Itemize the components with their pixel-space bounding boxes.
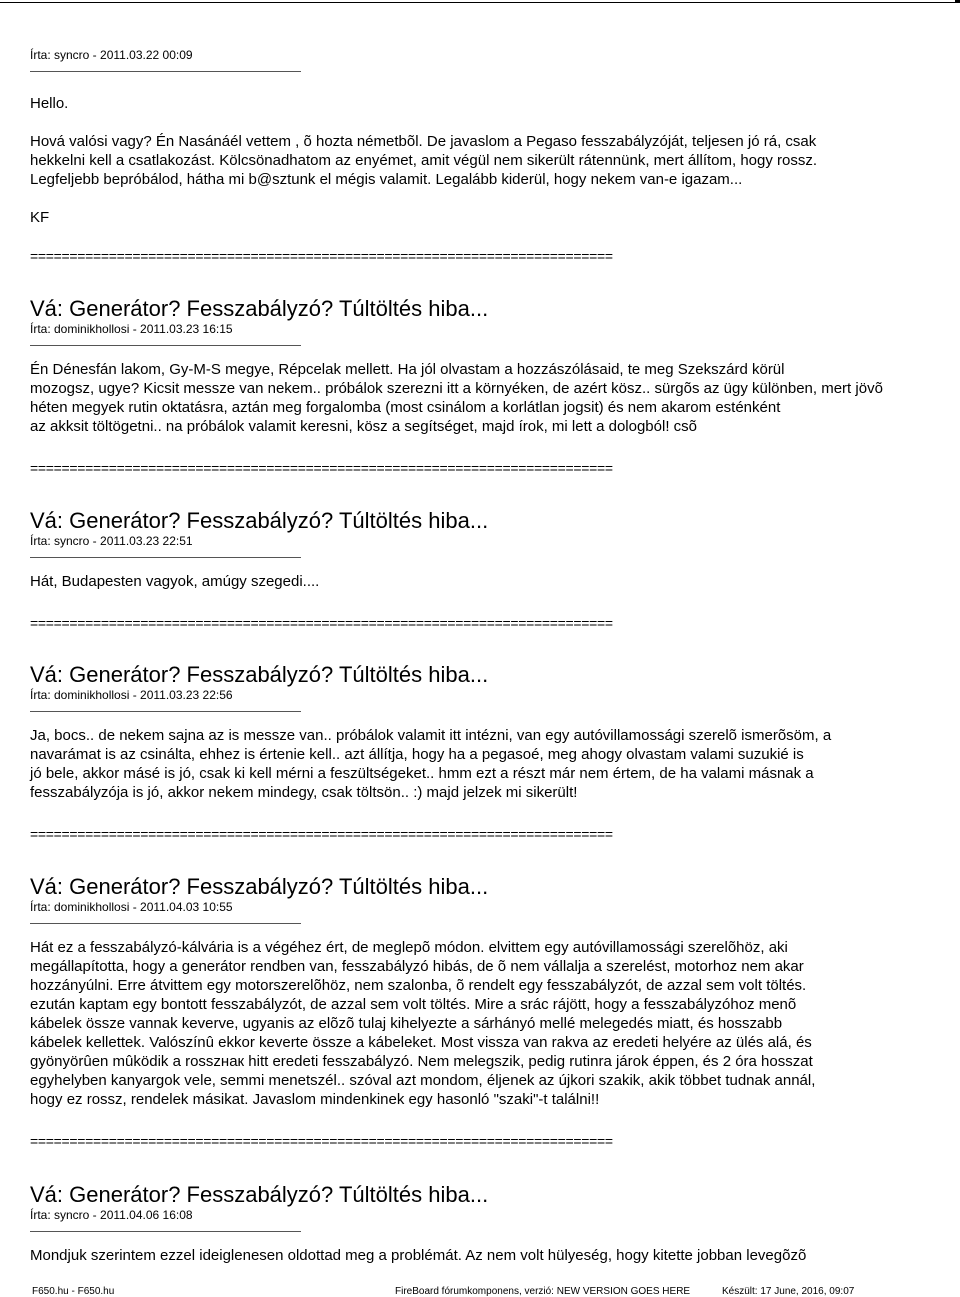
meta-rule xyxy=(30,923,301,924)
post-paragraph: Hová valósi vagy? Én Nasánáél vettem , õ hozta németbõl. De javaslom a Pegaso fesszabályzóját, teljesen jó rá, csak hekkelni kell a csatlakozást. Kölcsönadhatom az enyémet, amit végül nem sikerült rátennünk, mert állítom, hogy rossz. Legfeljebb bepróbálod, hátha mi b@sztunk el mégis valamit. Legalább kiderül, hogy nekem van-e igazam... xyxy=(30,133,818,188)
footer-component: FireBoard fórumkomponens, verzió: NEW VERSION GOES HERE xyxy=(395,1286,691,1297)
post-separator: ========================================================================== xyxy=(30,460,613,476)
post-meta: Írta: syncro - 2011.03.22 00:09 xyxy=(30,48,193,62)
post-paragraph: Én Dénesfán lakom, Gy-M-S megye, Répcelak mellett. Ha jól olvastam a hozzászólásaid, te meg Szekszárd körül mozogsz, ugye? Kicsit messze van nekem.. próbálok szerezni itt a környéken, de azért kösz.. sürgõs az ügy különben, mert jövõ héten megyek rutin oktatásra, aztán meg forgalomba (most csinálom a korlátlan jogsit) és nem akarom esténként az akksit töltögetni.. na próbálok valamit keresni, kösz a segítséget, majd írok, mi lett a dologból! csõ xyxy=(30,361,883,435)
forum-post xyxy=(30,48,960,227)
post-separator: ========================================================================== xyxy=(30,615,613,631)
post-paragraph: Mondjuk szerintem ezzel ideiglenesen oldottad meg a problémát. Az nem volt hülyeség, hogy kitette jobban levegõzõ xyxy=(30,1247,807,1264)
forum-post xyxy=(30,874,960,1109)
forum-post xyxy=(30,296,960,436)
post-paragraph: KF xyxy=(30,209,50,226)
post-meta: Írta: syncro - 2011.03.23 22:51 xyxy=(30,534,193,548)
post-separator: ========================================================================== xyxy=(30,248,613,264)
post-title: Vá: Generátor? Fesszabályzó? Túltöltés hiba... xyxy=(30,1182,489,1207)
meta-rule xyxy=(30,711,301,712)
post-paragraph: Hát, Budapesten vagyok, amúgy szegedi.... xyxy=(30,573,320,590)
post-paragraph: Ja, bocs.. de nekem sajna az is messze van.. próbálok valamit itt intézni, van egy autóvillamossági szerelõ ismerõsöm, a navarámat is az csinálta, ehhez is értenie kell.. azt állítja, hogy ha a pegasoé, meg ahogy olvastam valami suzukié is jó bele, akkor másé is jó, csak ki kell mérni a feszültségeket.. hmm ezt a részt már nem értem, de ha valami másnak a fesszabályzója is jó, akkor nekem mindegy, csak töltsön.. :) majd jelzek mi sikerült! xyxy=(30,727,832,801)
forum-post xyxy=(30,662,960,802)
post-title: Vá: Generátor? Fesszabályzó? Túltöltés hiba... xyxy=(30,662,489,687)
post-meta: Írta: dominikhollosi - 2011.04.03 10:55 xyxy=(30,900,233,914)
post-paragraph: Hello. xyxy=(30,95,69,112)
forum-post xyxy=(30,508,960,591)
post-separator: ========================================================================== xyxy=(30,826,613,842)
meta-rule xyxy=(30,557,301,558)
top-corner-mark xyxy=(955,0,960,3)
footer-site: F650.hu - F650.hu xyxy=(32,1286,115,1297)
post-meta: Írta: dominikhollosi - 2011.03.23 16:15 xyxy=(30,322,233,336)
meta-rule xyxy=(30,345,301,346)
meta-rule xyxy=(30,1231,301,1232)
post-title: Vá: Generátor? Fesszabályzó? Túltöltés hiba... xyxy=(30,508,489,533)
post-meta: Írta: syncro - 2011.04.06 16:08 xyxy=(30,1208,193,1222)
forum-post xyxy=(30,1182,960,1265)
post-separator: ========================================================================== xyxy=(30,1133,613,1149)
post-title: Vá: Generátor? Fesszabályzó? Túltöltés hiba... xyxy=(30,874,489,899)
post-body xyxy=(30,1246,960,1265)
top-border xyxy=(0,2,960,3)
post-body xyxy=(30,726,960,802)
meta-rule xyxy=(30,71,301,72)
post-paragraph: Hát ez a fesszabályzó-kálvária is a végéhez ért, de meglepõ módon. elvittem egy autóvillamossági szerelõhöz, aki megállapította, hogy a generátor rendben van, fesszabályzó hibás, de õ nem vállalja a szerelést, motorhoz nem akar hozzányúlni. Erre átvittem egy motorszerelõhöz, nem szalonba, õ rendelt egy fesszabályzót, de azzal sem volt töltés. ezután kaptam egy bontott fesszabályzót, de azzal sem volt töltés. Mire a srác rájött, hogy a fesszabályzóhoz menõ kábelek össze vannak keverve, ugyanis az elõzõ tulaj kihelyezte a sárhányó mellé melegedés miatt, és hosszabb kábelek kellettek. Valószínû ekkor keverte össze a kábeleket. Most vissza van rakva az eredeti helyére az ülés alá, és gyönyörûen mûködik a rosszнак hitt eredeti fesszabályzó. Nem melegszik, pedig rutinra járok éppen, és 2 óra hosszat egyhelyben kanyargok vele, semmi menetszél.. szóval azt mondom, éljenek az újkori szakik, akik többet tudnak annál, hogy ez rossz, rendelek másikat. Javaslom mindenkinek egy hasonló "szaki"-t találni!! xyxy=(30,939,816,1108)
post-body xyxy=(30,572,960,591)
post-body xyxy=(30,360,960,436)
post-title: Vá: Generátor? Fesszabályzó? Túltöltés hiba... xyxy=(30,296,489,321)
post-meta: Írta: dominikhollosi - 2011.03.23 22:56 xyxy=(30,688,233,702)
post-body xyxy=(30,938,960,1109)
footer-generated: Készült: 17 June, 2016, 09:07 xyxy=(722,1286,855,1297)
post-body xyxy=(30,94,960,227)
